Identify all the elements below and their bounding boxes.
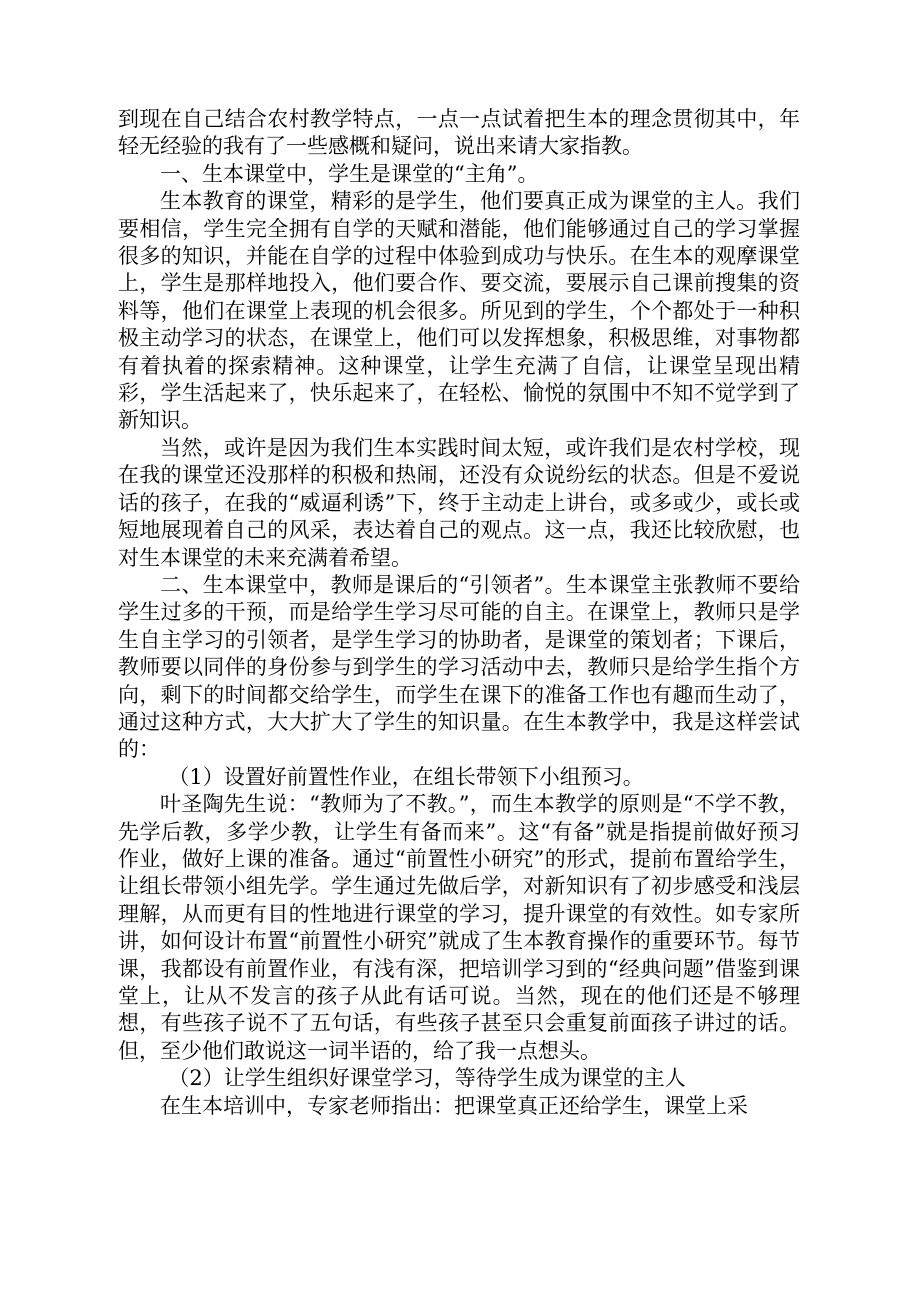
paragraph-training: 在生本培训中，专家老师指出：把课堂真正还给学生，课堂上采 (160, 1093, 748, 1118)
section-heading-2: 二、生本课堂中，教师是课后的“引领者”。生本课堂主张教师不要给学生过多的干预，而是给学生学习尽可能的自主。在课堂上，教师只是学生自主学习的引领者，是学生学习的协助者，是课堂的策划者；下课后，教师要以同伴的身份参与到学生的学习活动中去，教师只是给学生指个方向，剩下的时间都交给学生，而学生在课下的准备工作也有趣而生动了，通过这种方式，大大扩大了学生的知识量。在生本教学中，我是这样尝试的： (118, 572, 800, 762)
paragraph-intro: 到现在自己结合农村教学特点，一点一点试着把生本的理念贯彻其中，年轻无经验的我有了一些感概和疑问，说出来请大家指教。 (118, 107, 800, 159)
paragraph-rural-practice: 当然，或许是因为我们生本实践时间太短，或许我们是农村学校，现在我的课堂还没那样的积极和热闹，还没有众说纷纭的状态。但是不爱说话的孩子，在我的“威逼利诱”下，终于主动走上讲台，或多或少，或长或短地展现着自己的风采，表达着自己的观点。这一点，我还比较欣慰，也对生本课堂的未来充满着希望。 (118, 435, 800, 570)
paragraph-preview-work: 叶圣陶先生说：“教师为了不教。”，而生本教学的原则是“不学不教，先学后教，多学少教，让学生有备而来”。这“有备”就是指提前做好预习作业，做好上课的准备。通过“前置性小研究”的形式，提前布置给学生，让组长带领小组先学。学生通过先做后学，对新知识有了初步感受和浅层理解，从而更有目的性地进行课堂的学习，提升课堂的有效性。如专家所讲，如何设计布置“前置性小研究”就成了生本教育操作的重要环节。每节课，我都设有前置作业，有浅有深，把培训学习到的“经典问题”借鉴到课堂上，让从不发言的孩子从此有话可说。当然，现在的他们还是不够理想，有些孩子说不了五句话，有些孩子甚至只会重复前面孩子讲过的话。但，至少他们敢说这一词半语的，给了我一点想头。 (118, 792, 800, 1063)
section-heading-1: 一、生本课堂中，学生是课堂的“主角”。 (160, 161, 539, 186)
document-page (118, 106, 800, 1120)
subheading-1: （1）设置好前置性作业，在组长带领下小组预习。 (168, 764, 644, 789)
subheading-2: （2）让学生组织好课堂学习，等待学生成为课堂的主人 (168, 1066, 686, 1091)
paragraph-student-role: 生本教育的课堂，精彩的是学生，他们要真正成为课堂的主人。我们要相信，学生完全拥有自学的天赋和潜能，他们能够通过自己的学习掌握很多的知识，并能在自学的过程中体验到成功与快乐。在生本的观摩课堂上，学生是那样地投入，他们要合作、要交流，要展示自己课前搜集的资料等，他们在课堂上表现的机会很多。所见到的学生，个个都处于一种积极主动学习的状态，在课堂上，他们可以发挥想象，积极思维，对事物都有着执着的探索精神。这种课堂，让学生充满了自信，让课堂呈现出精彩，学生活起来了，快乐起来了，在轻松、愉悦的氛围中不知不觉学到了新知识。 (118, 189, 800, 433)
